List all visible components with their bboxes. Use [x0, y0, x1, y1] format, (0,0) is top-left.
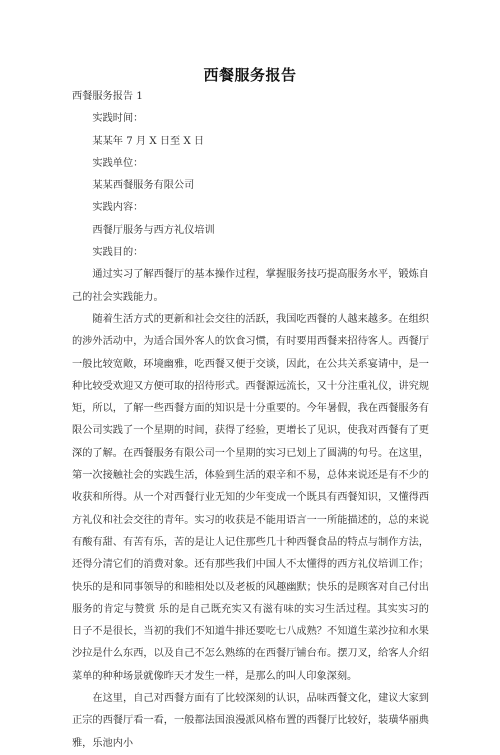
document-body: [72, 86, 429, 755]
paragraph: 在这里，自己对西餐方面有了比较深刻的认识，品味西餐文化，建议大家到正宗的西餐厅看一看，一般都法国浪漫派风格布置的西餐厅比较好，装璜华丽典雅，乐池内小: [72, 693, 429, 749]
document-title: 西餐服务报告: [203, 66, 297, 84]
paragraph: 实践目的：: [92, 247, 144, 259]
paragraph: 某某西餐服务有限公司: [92, 180, 195, 192]
paragraph: 实践时间：: [92, 113, 144, 125]
paragraph: 实践单位：: [92, 157, 144, 169]
report-heading: 西餐服务报告 1: [72, 91, 143, 102]
paragraph: 西餐厅服务与西方礼仪培训: [92, 224, 215, 236]
paragraph: 通过实习了解西餐厅的基本操作过程，掌握服务技巧提高服务水平，锻炼自己的社会实践能力。: [72, 269, 429, 303]
paragraph: 某某年 7 月 X 日至 X 日: [92, 135, 205, 147]
paragraph: 随着生活方式的更新和社会交往的活跃，我国吃西餐的人越来越多。在组织的涉外活动中，为适合国外客人的饮食习惯，有时要用西餐来招待客人。西餐厅一般比较宽敞，环境幽雅，吃西餐又便于交谈，因此，在公共关系宴请中，是一种比较受欢迎又方便可取的招待形式。西餐源远流长，又十分注重礼仪，讲究规矩，所以，了解一些西餐方面的知识是十分重要的。今年暑假，我在西餐服务有限公司实践了一个星期的时间，获得了经验，更增长了见识，使我对西餐有了更深的了解。在西餐服务有限公司一个星期的实习已划上了圆满的句号。在这里，第一次接触社会的实践生活，体验到生活的艰辛和不易，总体来说还是有不少的收获和所得。从一个对西餐行业无知的少年变成一个既具有西餐知识，又懂得西方礼仪和社会交往的青年。实习的收获是不能用语言一一所能描述的，总的来说有酸有甜、有苦有乐，苦的是让人记住那些几十种西餐食品的特点与制作方法，还得分清它们的消费对象。还有那些我们中国人不太懂得的西方礼仪培训工作；快乐的是和同事领导的和睦相处以及老板的风趣幽默；快乐的是顾客对自己付出服务的肯定与赞赏 乐的是自己既充实又有滋有味的实习生活过程。其实实习的日子不是很长，当初的我们不知道牛排还要吃七八成熟？不知道生菜沙拉和水果沙拉是什么东西，以及自己不怎么熟练的在西餐厅铺台布。摆刀叉，给客人介绍菜单的种种场景就像昨天才发生一样，是那么的叫人印象深刻。: [72, 313, 429, 682]
paragraph: 实践内容：: [92, 202, 144, 214]
